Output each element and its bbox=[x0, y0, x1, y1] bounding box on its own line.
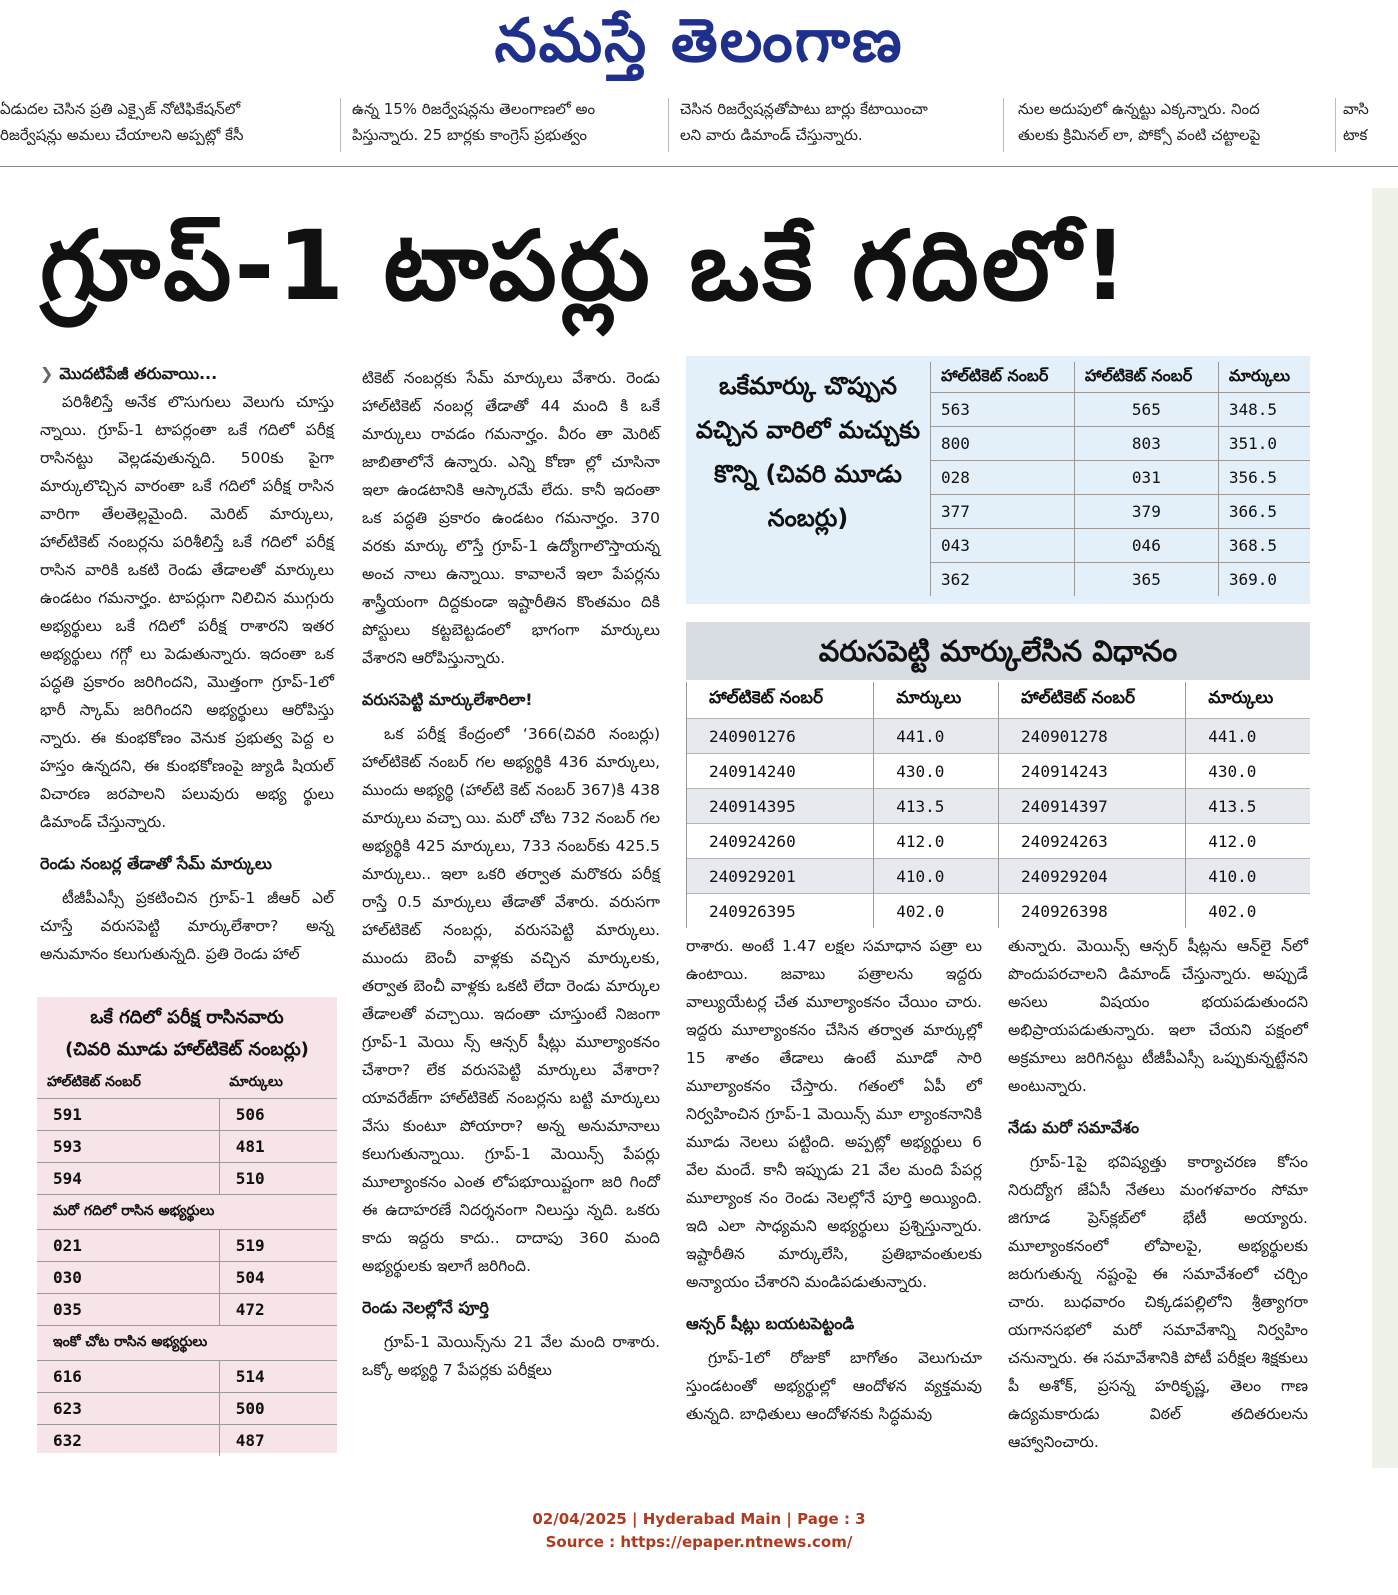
marks-cell: 500 bbox=[219, 1393, 337, 1425]
subheading: రెండు నెలల్లోనే పూర్తి bbox=[362, 1298, 489, 1317]
hall-ticket-cell: 594 bbox=[37, 1163, 219, 1195]
hall-ticket-cell: 800 bbox=[931, 427, 1075, 461]
strip-rule bbox=[0, 166, 1398, 167]
strip-divider bbox=[1335, 98, 1336, 152]
marks-cell: 504 bbox=[219, 1262, 337, 1294]
article-column-3 bbox=[686, 932, 982, 1428]
table-header-row bbox=[37, 1068, 337, 1099]
hall-ticket-cell: 591 bbox=[37, 1099, 219, 1131]
serial-marks-table bbox=[686, 682, 1310, 928]
paragraph: ఒక పరీక్ష కేంద్రంలో ‘366(చివరి నంబర్లు) హాల్‌టికెట్ నంబర్ గల అభ్యర్థికి 436 మార్కులు, ముందు అభ్యర్థి (హాల్‌టి కెట్ నంబర్ 367)కి 438 మార్కులు వచ్చా యి. మరో చోట 732 నంబర్ గల అభ్యర్థికి 425 మార్కులు, 733 నంబర్‌కు 425.5 మార్కులు.. ఇలా ఒకరి తర్వాత మరొకరు పరీక్ష రాస్తే 0.5 మార్కులు తేడాతో వేశారు. వరుసగా హాల్‌టికెట్ నంబర్లు, వరుసపెట్టి మార్కులు. ముందు బెంచీ వాళ్లకు వచ్చిన మార్కులకు, తర్వాత బెంచీ వాళ్లకు ఒకటి లేదా రెండు మార్కుల తేడాలతో వచ్చాయి. ఇదంతా చూస్తుంటే నిజంగా గ్రూప్-1 మెయి న్స్ ఆన్సర్ షీట్లు మూల్యాంకనం చేశారా? లేక వరుసపెట్టి మార్కులు వేశారా? యావరేజ్‌గా హాల్‌టికెట్ నంబర్లను బట్టి మార్కులు వేసు కుంటూ పోయారా? అన్న అనుమానాలు కలుగుతున్నాయి. గ్రూప్-1 మెయిన్స్ పేపర్లు మూల్యాంకనం ఎంత లోపభూయిష్టంగా జరి గిందో ఈ ఉదాహరణే నిదర్శనంగా నిలుస్తు న్నది. ఒకరు కాదు ఇద్దరు కాదు.. దాదాపు 360 మంది అభ్యర్థులకు ఇలాగే జరిగింది. bbox=[362, 725, 660, 1275]
table-row bbox=[37, 1131, 337, 1163]
paragraph: గ్రూప్-1 మెయిన్స్‌ను 21 వేల మంది రాశారు. ఒక్కో అభ్యర్థి 7 పేపర్లకు పరీక్షలు bbox=[362, 1333, 660, 1379]
hall-ticket-cell: 028 bbox=[931, 461, 1075, 495]
subheading: ఆన్సర్ షీట్లు బయటపెట్టండి bbox=[686, 1314, 855, 1333]
table-row bbox=[37, 1099, 337, 1131]
hall-ticket-cell: 240929204 bbox=[999, 859, 1186, 894]
table-row bbox=[37, 1262, 337, 1294]
marks-cell: 413.5 bbox=[1186, 789, 1310, 824]
table-header-row bbox=[687, 682, 1311, 719]
column-header: హాల్‌టికెట్ నంబర్ bbox=[999, 682, 1186, 719]
marks-cell: 514 bbox=[219, 1361, 337, 1393]
hall-ticket-cell: 035 bbox=[37, 1294, 219, 1326]
group-label-row bbox=[37, 1195, 337, 1230]
hall-ticket-cell: 240914240 bbox=[687, 754, 874, 789]
table-row bbox=[931, 563, 1311, 597]
group-label: ఇంకో చోట రాసిన అభ్యర్థులు bbox=[37, 1326, 337, 1361]
table-row bbox=[931, 427, 1311, 461]
column-header: మార్కులు bbox=[1186, 682, 1310, 719]
marks-cell: 481 bbox=[219, 1131, 337, 1163]
marks-cell: 413.5 bbox=[874, 789, 999, 824]
same-marks-table-caption: ఒకేమార్కు చొప్పున వచ్చిన వారిలో మచ్చుకు కొన్ని (చివరి మూడు నంబర్లు) bbox=[695, 372, 921, 532]
footer-source[interactable]: Source : https://epaper.ntnews.com/ bbox=[545, 1533, 853, 1551]
room-table-title bbox=[37, 1002, 337, 1066]
paragraph: టికెట్ నంబర్లకు సేమ్ మార్కులు వేశారు. రెండు హాల్‌టికెట్ నంబర్ల తేడాతో 44 మంది కి ఒకే మార్కులు రావడం గమనార్హం. వీరం తా మెరిట్ జాబితాలోనే ఉన్నారు. ఎన్ని కోణా ల్లో చూసినా ఇలా ఉండటానికి ఆస్కారమే లేదు. కానీ ఇదంతా ఒక పద్ధతి ప్రకారం ఉండటం గమనార్హం. 370 వరకు మార్కు లొస్తే గ్రూప్-1 ఉద్యోగాలొస్తాయన్న అంచ నాలు ఉన్నాయి. కావాలనే ఇలా పేపర్లను శాస్త్రీయంగా దిద్దకుండా ఇష్టారీతిన కొంతమం దికి పోస్టులు కట్టబెట్టడంలో భాగంగా మార్కులు వేశారని ఆరోపిస్తున్నారు. bbox=[362, 369, 660, 667]
hall-ticket-cell: 240914397 bbox=[999, 789, 1186, 824]
group-label: మరో గదిలో రాసిన అభ్యర్థులు bbox=[37, 1195, 337, 1230]
article-column-1 bbox=[40, 360, 334, 968]
subheading: నేడు మరో సమావేశం bbox=[1008, 1118, 1140, 1137]
marks-cell: 487 bbox=[219, 1425, 337, 1457]
hall-ticket-cell: 565 bbox=[1074, 393, 1218, 427]
hall-ticket-cell: 240914243 bbox=[999, 754, 1186, 789]
footer-date-edition: 02/04/2025 | Hyderabad Main | Page : 3 bbox=[532, 1510, 866, 1528]
column-header: హాల్‌టికెట్ నంబర్ bbox=[47, 1073, 141, 1090]
column-header: మార్కులు bbox=[1218, 362, 1310, 393]
hall-ticket-cell: 623 bbox=[37, 1393, 219, 1425]
hall-ticket-cell: 240901278 bbox=[999, 719, 1186, 754]
footer bbox=[0, 1508, 1398, 1554]
marks-cell: 412.0 bbox=[1186, 824, 1310, 859]
hall-ticket-cell: 379 bbox=[1074, 495, 1218, 529]
same-marks-table bbox=[930, 362, 1310, 596]
kicker bbox=[40, 360, 334, 388]
hall-ticket-cell: 563 bbox=[931, 393, 1075, 427]
marks-cell: 506 bbox=[219, 1099, 337, 1131]
table-row bbox=[37, 1230, 337, 1262]
table-header-row bbox=[931, 362, 1311, 393]
headline: గ్రూప్-1 టాపర్లు ఒకే గదిలో! bbox=[40, 210, 1131, 322]
marks-cell: 369.0 bbox=[1218, 563, 1310, 597]
table-row bbox=[687, 859, 1311, 894]
table-row bbox=[687, 789, 1311, 824]
column-header: మార్కులు bbox=[229, 1073, 283, 1090]
article-column-2 bbox=[362, 364, 660, 1384]
marks-cell: 412.0 bbox=[874, 824, 999, 859]
group-label-row bbox=[37, 1326, 337, 1361]
table-row bbox=[37, 1425, 337, 1457]
marks-cell: 402.0 bbox=[1186, 894, 1310, 929]
paragraph: టీజీపీఎస్సీ ప్రకటించిన గ్రూప్-1 జీఆర్ ఎల్ చూస్తే వరుసపెట్టి మార్కులేశారా? అన్న అనుమానం కలుగుతున్నది. ప్రతి రెండు హాల్ bbox=[40, 889, 334, 963]
paragraph: గ్రూప్-1లో రోజుకో బాగోతం వెలుగుచూ స్తుండటంతో అభ్యర్థుల్లో ఆందోళన వ్యక్తమవు తున్నది. బాధితులు ఆందోళనకు సిద్ధమవు bbox=[686, 1349, 982, 1423]
hall-ticket-cell: 043 bbox=[931, 529, 1075, 563]
marks-cell: 441.0 bbox=[874, 719, 999, 754]
table-row bbox=[931, 529, 1311, 563]
kicker-text: మొదటిపేజీ తరువాయి... bbox=[59, 364, 218, 383]
column-header: హాల్‌టికెట్ నంబర్ bbox=[687, 682, 874, 719]
table-row bbox=[687, 894, 1311, 929]
marks-cell: 519 bbox=[219, 1230, 337, 1262]
serial-marks-table-title: వరుసపెట్టి మార్కులేసిన విధానం bbox=[686, 622, 1310, 680]
hall-ticket-cell: 240901276 bbox=[687, 719, 874, 754]
right-margin-band bbox=[1372, 188, 1398, 1468]
table-row bbox=[37, 1361, 337, 1393]
hall-ticket-cell: 362 bbox=[931, 563, 1075, 597]
hall-ticket-cell: 030 bbox=[37, 1262, 219, 1294]
article-column-4 bbox=[1008, 932, 1308, 1456]
hall-ticket-cell: 632 bbox=[37, 1425, 219, 1457]
table-row bbox=[931, 495, 1311, 529]
table-row bbox=[37, 1294, 337, 1326]
strip-col-5: వాసి టాక bbox=[1343, 100, 1369, 144]
marks-cell: 366.5 bbox=[1218, 495, 1310, 529]
strip-col-2: ఉన్న 15% రిజర్వేషన్లను తెలంగాణలో అం పిస్తున్నారు. 25 బార్లకు కాంగ్రెస్ ప్రభుత్వం bbox=[352, 100, 596, 144]
column-header: హాల్‌టికెట్ నంబర్ bbox=[931, 362, 1075, 393]
hall-ticket-cell: 593 bbox=[37, 1131, 219, 1163]
paragraph: పరిశీలిస్తే అనేక లొసుగులు వెలుగు చూస్తు న్నాయి. గ్రూప్-1 టాపర్లంతా ఒకే గదిలో పరీక్ష రాసినట్టు వెల్లడవుతున్నది. 500కు పైగా మార్కులొచ్చిన వారంతా ఒకే గదిలో పరీక్ష రాసిన వారిగా తేలతెల్లమైంది. మెరిట్ మార్కులు, హాల్‌టికెట్ నంబర్లను పరిశీలిస్తే ఒకే గదిలో పరీక్ష రాసిన వారికి ఒకటి రెండు తేడాలతో మార్కులు ఉండటం గమనార్హం. టాపర్లుగా నిలిచిన ముగ్గురు అభ్యర్థులు ఒకే గదిలో పరీక్ష రాశారని ఇతర అభ్యర్థులు గగ్గో లు పెడుతున్నారు. ఇదంతా ఒక పద్ధతి ప్రకారం జరిగిందని, మొత్తంగా గ్రూప్-1లో భారీ స్కామ్ జరిగిందని అభ్యర్థులు ఆరోపిస్తు న్నారు. ఈ కుంభకోణం వెనుక ప్రభుత్వ పెద్ద ల హస్తం ఉన్నదని, ఈ కుంభకోణంపై జ్యుడి షియల్ విచారణ జరపాలని పలువురు అభ్య ర్థులు డిమాండ్ చేస్తున్నారు. bbox=[40, 393, 334, 831]
marks-cell: 410.0 bbox=[874, 859, 999, 894]
hall-ticket-cell: 240924260 bbox=[687, 824, 874, 859]
hall-ticket-cell: 240924263 bbox=[999, 824, 1186, 859]
strip-col-3: చెసిన రిజర్వేషన్లతోపాటు బార్లు కేటాయించా లని వారు డిమాండ్ చేస్తున్నారు. bbox=[680, 100, 928, 144]
hall-ticket-cell: 240926398 bbox=[999, 894, 1186, 929]
marks-cell: 402.0 bbox=[874, 894, 999, 929]
table-row bbox=[687, 824, 1311, 859]
hall-ticket-cell: 240914395 bbox=[687, 789, 874, 824]
hall-ticket-cell: 240929201 bbox=[687, 859, 874, 894]
marks-cell: 410.0 bbox=[1186, 859, 1310, 894]
marks-cell: 441.0 bbox=[1186, 719, 1310, 754]
paragraph: గ్రూప్-1పై భవిష్యత్తు కార్యాచరణ కోసం నిరుద్యోగ జేఏసీ నేతలు మంగళవారం సోమా జిగూడ ప్రెస్‌క్లబ్‌లో భేటీ అయ్యారు. మూల్యాంకనంలో లోపాలపై, అభ్యర్థులకు జరుగుతున్న నష్టంపై ఈ సమావేశంలో చర్చిం చారు. బుధవారం చిక్కడపల్లిలోని శ్రీత్యాగరా యగానసభలో మరో సమావేశాన్ని నిర్వహిం చనున్నారు. ఈ సమావేశానికి పోటీ పరీక్షల శిక్షకులు పీ అశోక్, ప్రసన్న హరికృష్ణ, తెలం గాణ ఉద్యమకారుడు విఠల్ తదితరులను ఆహ్వానించారు. bbox=[1008, 1153, 1308, 1451]
marks-cell: 368.5 bbox=[1218, 529, 1310, 563]
paragraph: రాశారు. అంటే 1.47 లక్షల సమాధాన పత్రా లు ఉంటాయి. జవాబు పత్రాలను ఇద్దరు వాల్యుయేటర్ల చేత మూల్యాంకనం చేయిం చారు. ఇద్దరు మూల్యాంకనం చేసిన తర్వాత మార్కుల్లో 15 శాతం తేడాలు ఉంటే మూడో సారి మూల్యాంకనం చేస్తారు. గతంలో ఏపీ లో నిర్వహించిన గ్రూప్-1 మెయిన్స్ మూ ల్యాంకనానికి మూడు నెలలు పట్టింది. అప్పట్లో అభ్యర్థులు 6 వేల మందే. కానీ ఇప్పుడు 21 వేల మంది పేపర్ల మూల్యాంక నం రెండు నెలల్లోనే పూర్తి అయ్యింది. ఇది ఎలా సాధ్యమని అభ్యర్థులు ప్రశ్నిస్తున్నారు. ఇష్టారీతిన మార్కులేసి, ప్రతిభావంతులకు అన్యాయం చేశారని మండిపడుతున్నారు. bbox=[686, 937, 982, 1291]
hall-ticket-cell: 365 bbox=[1074, 563, 1218, 597]
marks-cell: 430.0 bbox=[1186, 754, 1310, 789]
table-row bbox=[931, 461, 1311, 495]
room-table bbox=[37, 1068, 337, 1456]
hall-ticket-cell: 803 bbox=[1074, 427, 1218, 461]
chevron-right-icon: ❯ bbox=[40, 364, 54, 383]
room-table-title-line: ఒకే గదిలో పరీక్ష రాసినవారు bbox=[90, 1007, 284, 1028]
strip-col-4: నుల అదుపులో ఉన్నట్టు ఎక్కన్నారు. నింద తులకు క్రిమినల్ లా, పోక్సో వంటి చట్టాలపై bbox=[1018, 100, 1261, 144]
hall-ticket-cell: 046 bbox=[1074, 529, 1218, 563]
marks-cell: 430.0 bbox=[874, 754, 999, 789]
table-row bbox=[687, 754, 1311, 789]
table-row bbox=[687, 719, 1311, 754]
subheading: వరుసపెట్టి మార్కులేశారిలా! bbox=[362, 690, 533, 709]
paragraph: తున్నారు. మెయిన్స్ ఆన్సర్ షీట్లను ఆన్‌లై న్‌లో పొందుపరచాలని డిమాండ్ చేస్తున్నారు. అప్పుడే అసలు విషయం భయపడుతుందని అభిప్రాయపడుతున్నారు. ఇలా చేయని పక్షంలో అక్రమాలు జరిగినట్టు టీజీపీఎస్సీ ఒప్పుకున్నట్టేనని అంటున్నారు. bbox=[1008, 937, 1308, 1095]
table-row bbox=[37, 1393, 337, 1425]
marks-cell: 472 bbox=[219, 1294, 337, 1326]
column-header: మార్కులు bbox=[874, 682, 999, 719]
hall-ticket-cell: 031 bbox=[1074, 461, 1218, 495]
masthead-logo: నమస్తే తెలంగాణ bbox=[494, 6, 904, 76]
subheading: రెండు నంబర్ల తేడాతో సేమ్ మార్కులు bbox=[40, 854, 272, 873]
marks-cell: 356.5 bbox=[1218, 461, 1310, 495]
marks-cell: 351.0 bbox=[1218, 427, 1310, 461]
table-row bbox=[37, 1163, 337, 1195]
masthead bbox=[0, 0, 1398, 92]
marks-cell: 510 bbox=[219, 1163, 337, 1195]
table-row bbox=[931, 393, 1311, 427]
hall-ticket-cell: 377 bbox=[931, 495, 1075, 529]
hall-ticket-cell: 616 bbox=[37, 1361, 219, 1393]
hall-ticket-cell: 240926395 bbox=[687, 894, 874, 929]
strip-divider bbox=[668, 98, 669, 152]
column-header: హాల్‌టికెట్ నంబర్ bbox=[1074, 362, 1218, 393]
strip-divider bbox=[1003, 98, 1004, 152]
marks-cell: 348.5 bbox=[1218, 393, 1310, 427]
hall-ticket-cell: 021 bbox=[37, 1230, 219, 1262]
room-table-title-line: (చివరి మూడు హాల్‌టికెట్ నంబర్లు) bbox=[65, 1039, 309, 1060]
strip-divider bbox=[340, 98, 341, 152]
strip-col-1: ఏడుదల చెసిన ప్రతి ఎక్సైజ్ నోటిఫికేషన్‌లో రిజర్వేషన్లు అమలు చేయాలని అప్పట్లో కేసీ bbox=[0, 100, 244, 144]
